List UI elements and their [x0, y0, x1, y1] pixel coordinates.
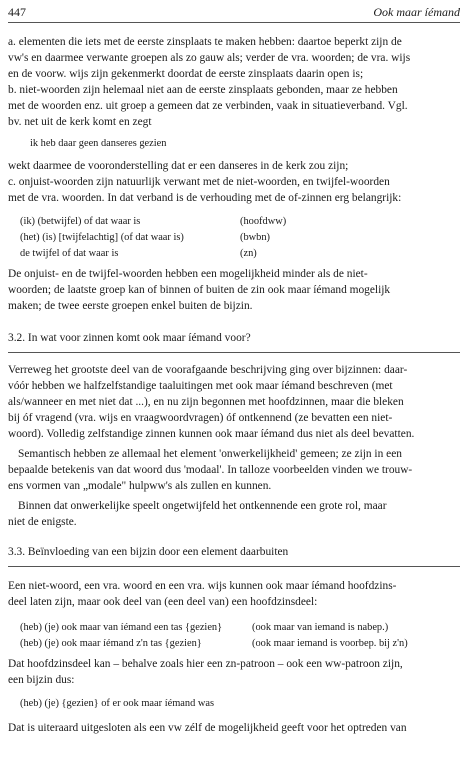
section-rule-1 — [8, 352, 460, 353]
paragraph-c-line-3: met de vra. woorden. In dat verband is de verhouding met de of-zinnen erg belangrijk: — [8, 192, 402, 204]
paragraph-d-line-3: maken; de twee eerste groepen enkel buiten de bijzin. — [8, 300, 253, 312]
paragraph-d-line-2: woorden; de laatste groep kan of binnen of buiten de zin ook maar íémand mogelijk — [8, 284, 391, 296]
example-2-2: (het) (is) [twijfelachtig] (of dat waar is) — [20, 232, 184, 243]
paragraph-semantics-line-1: Semantisch hebben ze allemaal het element 'onwerkelijkheid' gemeen; ze zijn in een — [18, 448, 402, 460]
example-2-1: (ik) (betwijfel) of dat waar is — [20, 216, 141, 227]
running-title: Ook maar íémand — [373, 5, 460, 19]
paragraph-3-2-line-5: woord). Volledig zelfstandige zinnen kunnen ook maar íémand dus niet als deel bevatten. — [8, 428, 415, 440]
paragraph-unreal-line-2: niet de enigste. — [8, 516, 77, 528]
paragraph-3-2-line-2: vóór hebben we halfzelfstandige taaluitingen met ook maar íémand beschreven (met — [8, 380, 393, 392]
paragraph-final-line-1: Dat is uiteraard uitgesloten als een vw zélf de mogelijkheid geeft voor het optreden van — [8, 722, 407, 734]
paragraph-semantics-line-2: bepaalde betekenis van dat woord dus 'modaal'. In talloze voorbeelden vinden we trouw- — [8, 464, 413, 476]
paragraph-c-line-1: wekt daarmee de vooronderstelling dat er een danseres in de kerk zou zijn; — [8, 160, 349, 172]
paragraph-3-3-line-2: deel laten zijn, maar ook deel van (een deel van) een hoofdzinsdeel: — [8, 596, 318, 608]
paragraph-semantics-line-3: ens vormen van „modale" hulpww's als zullen en kunnen. — [8, 480, 272, 492]
paragraph-zinsdeel-line-1: Dat hoofdzinsdeel kan – behalve zoals hier een zn-patroon – ook een ww-patroon zijn, — [8, 658, 403, 670]
example-2-3: de twijfel of dat waar is — [20, 248, 119, 259]
paragraph-unreal-line-1: Binnen dat onwerkelijke speelt ongetwijfeld het ontkennende een grote rol, maar — [18, 500, 387, 512]
paragraph-b-line-3: bv. net uit de kerk komt en zegt — [8, 116, 152, 128]
example-2-3-tag: (zn) — [240, 248, 257, 259]
header-rule — [8, 22, 460, 23]
section-3-3-heading: 3.3. Beïnvloeding van een bijzin door een element daarbuiten — [8, 546, 289, 558]
paragraph-b-line-1: b. niet-woorden zijn helemaal niet aan de eerste zinsplaats gebonden, maar ze hebben — [8, 84, 398, 96]
paragraph-a-line-2: vw's en daarmee verwante groepen als zo gauw als; verder de vra. woorden; de vra. wijs — [8, 52, 411, 64]
paragraph-3-3-line-1: Een niet-woord, een vra. woord en een vra. wijs kunnen ook maar íémand hoofdzins- — [8, 580, 397, 592]
paragraph-a-line-1: a. elementen die iets met de eerste zinsplaats te maken hebben: daartoe beperkt zijn de — [8, 36, 402, 48]
paragraph-d-line-1: De onjuist- en de twijfel-woorden hebben een mogelijkheid minder als de niet- — [8, 268, 368, 280]
paragraph-zinsdeel-line-2: een bijzin dus: — [8, 674, 75, 686]
example-3-1-gloss: (ook maar van iemand is nabep.) — [252, 622, 389, 633]
paragraph-3-2-line-1: Verreweg het grootste deel van de voorafgaande beschrijving ging over bijzinnen: daar- — [8, 364, 408, 376]
section-3-2-heading: 3.2. In wat voor zinnen komt ook maar íémand voor? — [8, 332, 251, 344]
paragraph-3-2-line-4: bij óf vragend (vra. wijs en vraagwoordvragen) óf ontkennend (ze bevatten een niet- — [8, 412, 393, 424]
page-number: 447 — [8, 5, 26, 19]
example-2-2-tag: (bwbn) — [240, 232, 271, 243]
example-3-2-gloss: (ook maar iemand is voorbep. bij z'n) — [252, 638, 408, 649]
section-rule-2 — [8, 566, 460, 567]
example-4: (heb) (je) {gezien} of er ook maar íémand was — [20, 698, 215, 709]
paragraph-c-line-2: c. onjuist-woorden zijn natuurlijk verwant met de niet-woorden, en twijfel-woorden — [8, 176, 390, 188]
example-3-2: (heb) (je) ook maar íémand z'n tas {gezien} — [20, 638, 202, 649]
example-1: ik heb daar geen danseres gezien — [30, 138, 167, 149]
paragraph-a-line-3: en de voorw. wijs zijn gekenmerkt doordat de eerste zinsplaats daarin open is; — [8, 68, 364, 80]
example-3-1: (heb) (je) ook maar van íémand een tas {gezien} — [20, 622, 223, 633]
example-2-1-tag: (hoofdww) — [240, 216, 287, 227]
paragraph-3-2-line-3: als/wanneer en met niet dat ...), en nu zijn begonnen met hoofdzinnen, maar die bleken — [8, 396, 404, 408]
paragraph-b-line-2: met de woorden enz. uit groep a gemeen dat ze verbinden, vaak in situatieverband. Vgl. — [8, 100, 408, 112]
